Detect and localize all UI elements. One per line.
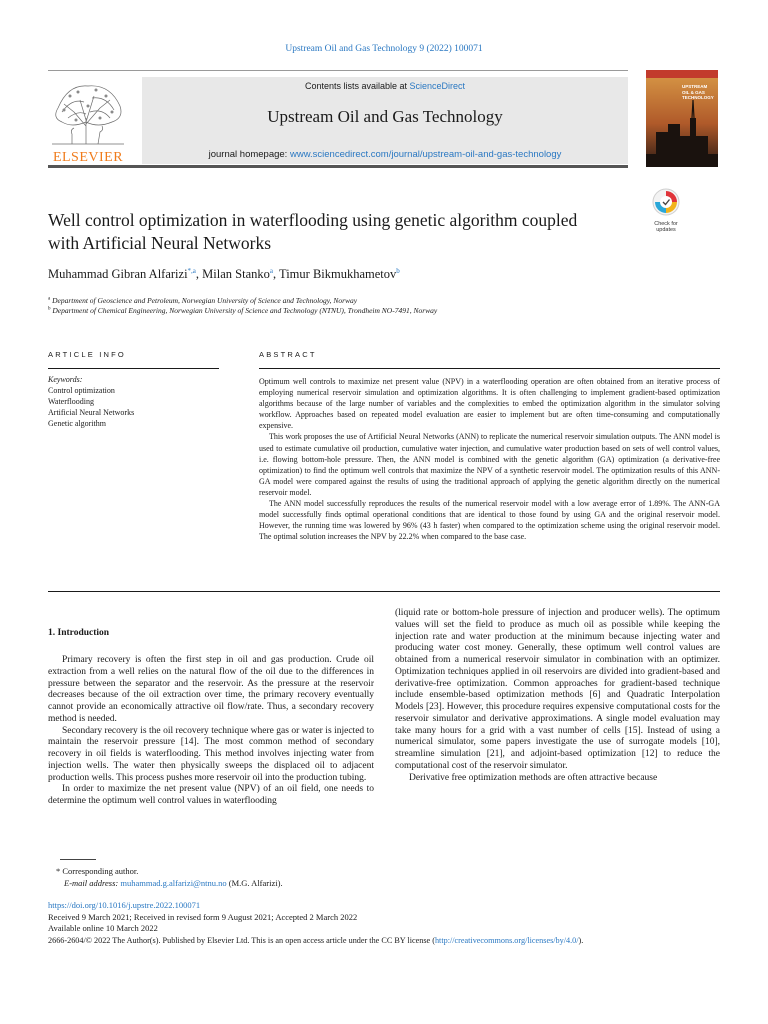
check-for-updates-badge[interactable]: [648, 188, 684, 233]
masthead-top-rule: [48, 70, 628, 71]
footnote-text: Corresponding author.: [62, 866, 139, 876]
affiliation-marker: b: [48, 306, 51, 312]
crossmark-line: Check for: [654, 221, 678, 227]
journal-cover[interactable]: [646, 70, 718, 167]
author-email-link[interactable]: muhammad.g.alfarizi@ntnu.no: [120, 878, 227, 888]
introduction-heading: 1. Introduction: [48, 628, 110, 638]
footnote-marker: *: [56, 866, 63, 876]
title-line: with Artificial Neural Networks: [48, 233, 272, 253]
abstract-paragraph: This work proposes the use of Artificial Neural Networks (ANN) to replicate the numerical reservoir simulation outputs. The ANN model is used to estimate cumulative oil production, cumulative water injection, and cumulative water production based on sets of well control values, i.e. flowing bottom-hole pressure. Then, the ANN model is combined with the genetic algorithm (GA) optimization (a derivative-free optimization) to find the optimum well controls that maximize the NPV of a synthetic reservoir model. The optimization results of this ANN-GA model were compared against the results of using the traditional approach of applying the genetic algorithm directly on the numerical reservoir model.: [259, 432, 720, 497]
author-separator: ,: [272, 267, 280, 282]
crossmark-line: updates: [656, 227, 676, 233]
keyword: Waterflooding: [48, 397, 95, 406]
intro-left-column: [48, 655, 374, 808]
author-name: Milan Stanko: [202, 267, 270, 282]
keyword: Control optimization: [48, 386, 115, 395]
masthead-bottom-rule: [48, 165, 628, 168]
author-affiliation-marker[interactable]: *,a: [187, 267, 196, 275]
intro-paragraph: Primary recovery is often the first step in oil and gas production. Crude oil extraction from a well relies on the natural flow of the oil due to the differences in pressure between the separator and the reservoir. As the pressure at the reservoir decreases because of the oil extraction over time, the primary recovery eventually cannot provide an economically attractive oil flow/rate. Thus, a secondary recovery method is needed.: [48, 655, 374, 724]
publisher-name: ELSEVIER: [52, 150, 124, 165]
affiliation: [48, 306, 728, 315]
intro-paragraph: Derivative free optimization methods are often attractive because: [409, 772, 658, 783]
corresponding-author-note: [56, 866, 138, 877]
available-online: Available online 10 March 2022: [48, 923, 158, 933]
article-title: [48, 209, 638, 255]
affiliation: [48, 296, 728, 305]
license-link[interactable]: http://creativecommons.org/licenses/by/4.0/: [434, 936, 579, 945]
article-info-rule: [48, 368, 219, 369]
intro-right-column: [395, 608, 720, 784]
author-name: Muhammad Gibran Alfarizi: [48, 267, 188, 282]
masthead-box: [142, 77, 628, 164]
journal-name: Upstream Oil and Gas Technology: [267, 107, 503, 126]
homepage-line: [142, 149, 628, 160]
abstract-paragraph: The ANN model successfully reproduces the results of the numerical reservoir model with a low average error of 1.89%. The ANN-GA model successfully finds optimal operational conditions that are identical to those found by using GA and the original reservoir model. However, the running time was lowered by 96% (43 h faster) when compared to the optimization scheme using the original reservoir model. The optimal solution increases the NPV by 22.2% when compared to the base case.: [259, 499, 720, 542]
affiliation-text: Department of Geoscience and Petroleum, Norwegian University of Science and Technology, Norway: [52, 296, 358, 305]
author-separator: ,: [195, 267, 203, 282]
copyright-suffix: ).: [578, 936, 584, 945]
email-note: [64, 878, 283, 889]
author-affiliation-marker[interactable]: b: [396, 267, 400, 275]
abstract-heading: ABSTRACT: [259, 350, 317, 359]
cover-title-line: TECHNOLOGY: [682, 95, 714, 100]
homepage-label: journal homepage:: [208, 149, 290, 160]
received-dates: Received 9 March 2021; Received in revised form 9 August 2021; Accepted 2 March 2022: [48, 912, 358, 922]
title-line: Well control optimization in waterflooding using genetic algorithm coupled: [48, 210, 578, 230]
contents-prefix: Contents lists available at: [304, 81, 410, 91]
cover-title-line: UPSTREAM: [682, 84, 708, 89]
contents-line: [142, 81, 628, 91]
email-suffix: (M.G. Alfarizi).: [226, 878, 283, 888]
author-affiliation-marker[interactable]: a: [269, 267, 273, 275]
abstract-rule: [259, 368, 720, 369]
author-list: [48, 267, 648, 282]
doi-link[interactable]: https://doi.org/10.1016/j.upstre.2022.100071: [48, 900, 201, 910]
intro-paragraph: (liquid rate or bottom-hole pressure of injection and producer wells). The optimum values will set the field to produce as much oil as possible while keeping the injection rate and water production at the minimum because injecting water and producing water cost money. Generally, these optimum well control values are obtained from a numerical reservoir simulator in combination with an optimizer. Optimization techniques applied in oil reservoirs are divided into gradient-based and derivative-free optimization. Common approaches for gradient-based technique include ensemble-based optimization methods [6] and Quadratic Interpolation Models [23]. However, this procedure requires expensive computational costs for the reservoir simulator and derivative approximations. A single model evaluation may take many hours for a grid with a vast number of cells [15]. Instead of using a numerical simulator, some papers investigate the use of surrogate models [10], streamline simulation [21], and adjoint-based optimization [12] to reduce the computational cost of the reservoir simulator.: [395, 608, 720, 771]
abstract-bottom-rule: [48, 591, 720, 592]
keyword: Genetic algorithm: [48, 419, 106, 428]
footnote-rule: [60, 859, 96, 860]
sciencedirect-link[interactable]: ScienceDirect: [409, 81, 466, 91]
intro-paragraph: Secondary recovery is the oil recovery technique where gas or water is injected to maintain the reservoir pressure [14]. The most common method of secondary recovery in oil fields is waterflooding. This method involves injecting water from injection wells. The water then physically sweeps the displaced oil to adjacent production wells. This process pushes more reservoir oil into the production tubing.: [48, 725, 374, 783]
cover-title: [682, 84, 716, 101]
abstract-paragraph: Optimum well controls to maximize net present value (NPV) in a waterflooding operation are often obtained from an iterative process of employing numerical reservoir simulation and optimization algorithms. It is often challenging to implement gradient-based optimization algorithms because of the large number of variables and the complexities to embed the optimization algorithm in the simulator solving workflow. Approaches based on repeated model evaluation are easier to implement but are often time-consuming and computationally expensive.: [259, 377, 720, 431]
crossmark-icon: [652, 188, 680, 216]
article-info-heading: ARTICLE INFO: [48, 350, 126, 359]
keywords-label: Keywords:: [48, 375, 83, 384]
email-label: E-mail address:: [64, 878, 121, 888]
keyword: Artificial Neural Networks: [48, 408, 135, 417]
running-header[interactable]: Upstream Oil and Gas Technology 9 (2022) 100071: [285, 44, 483, 54]
journal-masthead: [48, 70, 628, 168]
affiliation-text: Department of Chemical Engineering, Norwegian University of Science and Technology (NTNU), Trondheim NO-7491, Norway: [52, 306, 438, 315]
elsevier-logo[interactable]: [48, 78, 128, 164]
author-name: Timur Bikmukhametov: [279, 267, 397, 282]
journal-homepage-link[interactable]: www.sciencedirect.com/journal/upstream-oil-and-gas-technology: [289, 149, 562, 160]
copyright-line: [48, 935, 728, 946]
keywords-block: [48, 374, 134, 429]
intro-paragraph: In order to maximize the net present value (NPV) of an oil field, one needs to determine the optimum well control values in waterflooding: [48, 784, 374, 806]
cover-title-line: OIL & GAS: [682, 89, 705, 95]
copyright-text: 2666-2604/© 2022 The Author(s). Published by Elsevier Ltd. This is an open access article under the CC BY license (: [48, 936, 435, 945]
affiliation-marker: a: [48, 296, 51, 302]
abstract-body: [259, 376, 720, 542]
